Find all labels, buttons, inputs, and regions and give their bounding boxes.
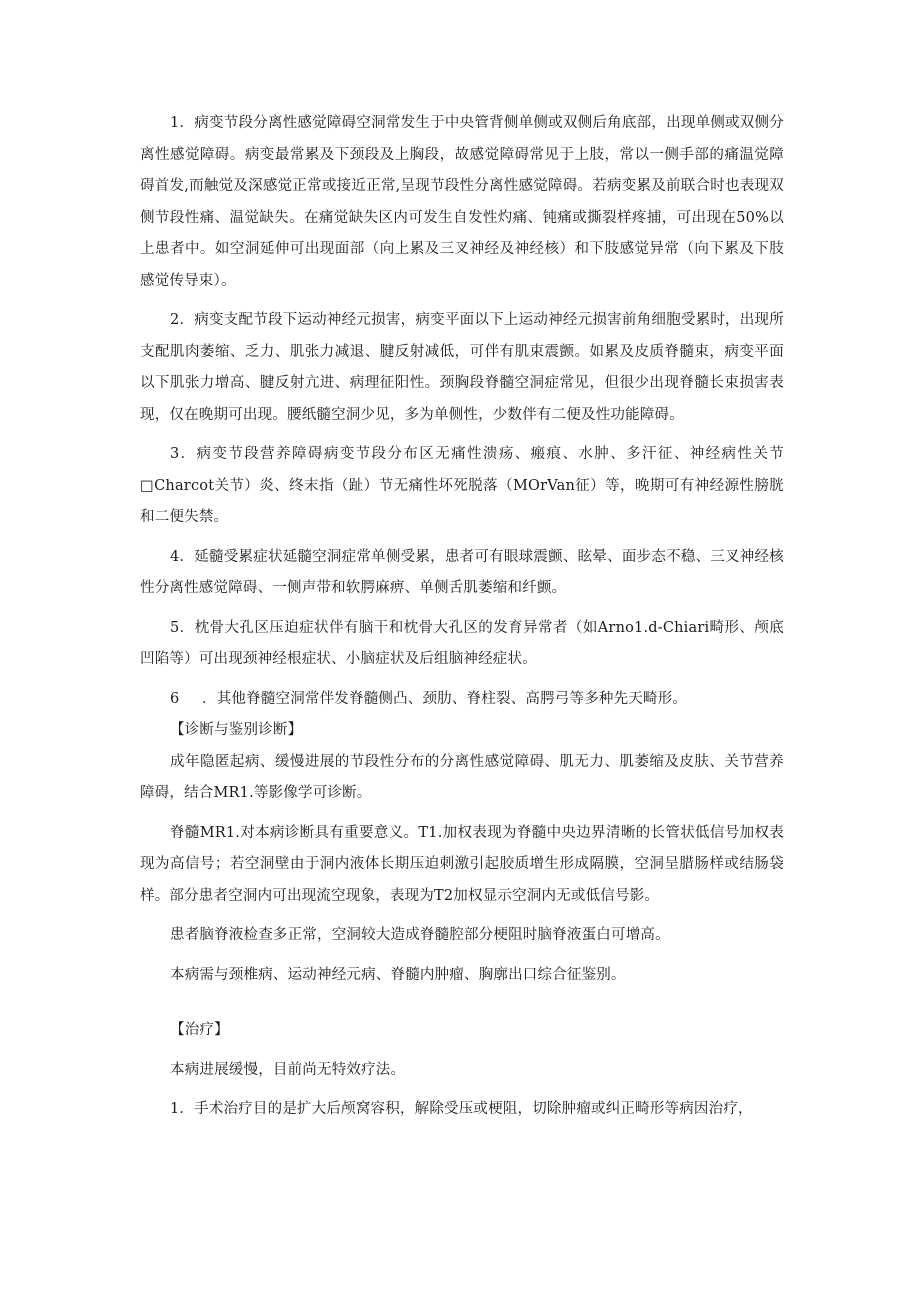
paragraph-medulla-symptoms: 4．延髓受累症状延髓空洞症常单侧受累，患者可有眼球震颤、眩晕、面步态不稳、三叉神经核性分离性感觉障碍、一侧声带和软腭麻痹、单侧舌肌萎缩和纤颤。: [140, 548, 784, 596]
paragraph-surgery: 1．手术治疗目的是扩大后颅窝容积，解除受压或梗阻，切除肿瘤或纠正畸形等病因治疗，: [170, 1101, 753, 1117]
paragraph-diagnosis-criteria: 成年隐匿起病、缓慢进展的节段性分布的分离性感觉障碍、肌无力、肌萎缩及皮肤、关节营养障碍，结合MR1.等影像学可诊断。: [140, 753, 784, 801]
paragraph-mri-findings: 脊髓MR1.对本病诊断具有重要意义。T1.加权表现为脊髓中央边界清晰的长管状低信号加权表现为高信号；若空洞壁由于洞内液体长期压迫刺激引起胶质增生形成隔膜，空洞呈腊肠样或结肠袋样。部分患者空洞内可出现流空现象，表现为T2加权显示空洞内无或低信号影。: [140, 824, 784, 904]
paragraph-foramen-magnum: 5．枕骨大孔区压迫症状伴有脑干和枕骨大孔区的发育异常者（如Arno1.d-Chiari畸形、颅底凹陷等）可出现颈神经根症状、小脑症状及后组脑神经症状。: [140, 619, 784, 667]
paragraph-other-malformations: [140, 684, 784, 716]
paragraph-treatment-intro: 本病进展缓慢，目前尚无特效疗法。: [170, 1061, 406, 1078]
paragraph-motor-neuron-damage: 2．病变支配节段下运动神经元损害，病变平面以下上运动神经元损害前角细胞受累时，出现所支配肌肉萎缩、乏力、肌张力减退、腱反射减低，可伴有肌束震颤。如累及皮质脊髓束，病变平面以下肌张力增高、腱反射亢进、病理征阳性。颈胸段脊髓空洞症常见，但很少出现脊髓长束损害表现，仅在晚期可出现。腰纸髓空洞少见，多为单侧性，少数伴有二便及性功能障碍。: [140, 312, 784, 423]
paragraph-differential: 本病需与颈椎病、运动神经元病、脊髓内肿瘤、胸廓出口综合征鉴别。: [170, 966, 626, 983]
heading-diagnosis: 【诊断与鉴别诊断】: [170, 722, 303, 738]
paragraph-csf-exam: 患者脑脊液检查多正常，空洞较大造成脊髓腔部分梗阻时脑脊液蛋白可增高。: [170, 927, 670, 943]
heading-treatment: 【治疗】: [170, 1022, 229, 1038]
item-text: ．其他脊髓空洞常伴发脊髓侧凸、颈肋、脊柱裂、高腭弓等多种先天畸形。: [202, 690, 688, 707]
paragraph-sensory-disorder: 1．病变节段分离性感觉障碍空洞常发生于中央管背侧单侧或双侧后角底部，出现单侧或双侧分离性感觉障碍。病变最常累及下颈段及上胸段，故感觉障碍常见于上肢，常以一侧手部的痛温觉障碍首发,而触觉及深感觉正常或接近正常,呈现节段性分离性感觉障碍。若病变累及前联合时也表现双侧节段性痛、温觉缺失。在痛觉缺失区内可发生自发性灼痛、钝痛或撕裂样疼捕，可出现在50%以上患者中。如空洞延伸可出现面部（向上累及三叉神经及神经核）和下肢感觉异常（向下累及下肢感觉传导束）。: [140, 115, 784, 289]
paragraph-trophic-disorder: 3．病变节段营养障碍病变节段分布区无痛性溃疡、瘢痕、水肿、多汗征、神经病性关节□Charcot关节）炎、终末指（趾）节无痛性坏死脱落（MOrVan征）等，晚期可有神经源性膀胱和二便失禁。: [140, 446, 784, 525]
item-number: 6: [170, 690, 180, 707]
document-body: [140, 108, 784, 1126]
